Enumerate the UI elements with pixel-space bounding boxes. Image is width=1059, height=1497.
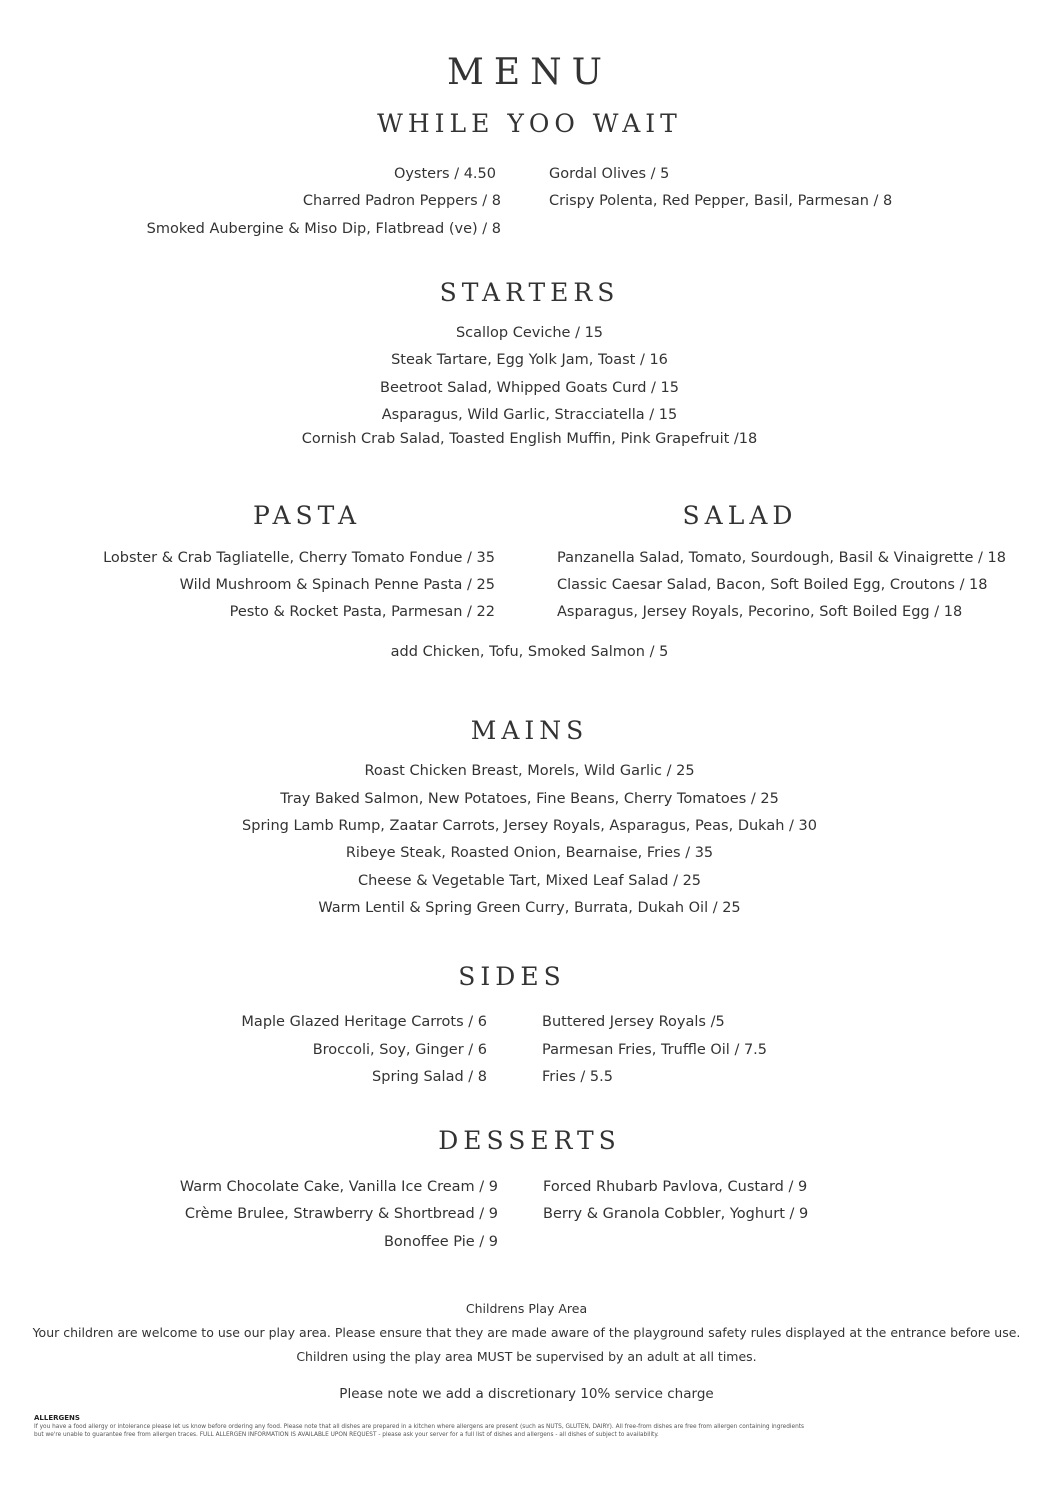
service-charge-note: Please note we add a discretionary 10% service charge bbox=[339, 1386, 714, 1402]
menu-item: Gordal Olives / 5 bbox=[549, 166, 670, 182]
add-on-note: add Chicken, Tofu, Smoked Salmon / 5 bbox=[390, 644, 669, 660]
menu-item: Panzanella Salad, Tomato, Sourdough, Basil & Vinaigrette / 18 bbox=[557, 550, 1006, 566]
menu-item: Warm Chocolate Cake, Vanilla Ice Cream / 9 bbox=[179, 1179, 498, 1195]
menu-item: Scallop Ceviche / 15 bbox=[455, 325, 604, 341]
section-heading-starters: STARTERS bbox=[439, 277, 620, 307]
menu-item: Classic Caesar Salad, Bacon, Soft Boiled Egg, Croutons / 18 bbox=[557, 577, 988, 593]
menu-item: Pesto & Rocket Pasta, Parmesan / 22 bbox=[229, 604, 495, 620]
menu-item: Oysters / 4.50 bbox=[393, 166, 496, 182]
play-area-supervision: Children using the play area MUST be supervised by an adult at all times. bbox=[296, 1349, 757, 1364]
menu-item: Cornish Crab Salad, Toasted English Muffin, Pink Grapefruit /18 bbox=[301, 431, 758, 447]
menu-item: Buttered Jersey Royals /5 bbox=[542, 1014, 725, 1030]
menu-item: Asparagus, Jersey Royals, Pecorino, Soft Boiled Egg / 18 bbox=[557, 604, 963, 620]
menu-item: Berry & Granola Cobbler, Yoghurt / 9 bbox=[543, 1206, 809, 1222]
section-heading-while-you-wait: WHILE YOO WAIT bbox=[377, 108, 682, 138]
menu-item: Forced Rhubarb Pavlova, Custard / 9 bbox=[543, 1179, 808, 1195]
menu-item: Fries / 5.5 bbox=[542, 1069, 613, 1085]
section-heading-mains: MAINS bbox=[470, 715, 589, 745]
allergens-text: but we're unable to guarantee free from allergen traces. FULL ALLERGEN INFORMATION IS AVAILABLE UPON REQUEST - please ask your server for a full list of dishes and allergens - all dishes of subject to availability. bbox=[34, 1432, 659, 1438]
menu-item: Crispy Polenta, Red Pepper, Basil, Parmesan / 8 bbox=[549, 193, 893, 209]
allergens-text: If you have a food allergy or intolerance please let us know before ordering any food. Please note that all dishes are prepared in a kitchen where allergens are present (such as NUTS, GLUTEN, DAIRY). All free-from dishes are free from allergen containing ingredients bbox=[34, 1424, 805, 1430]
menu-item: Roast Chicken Breast, Morels, Wild Garlic / 25 bbox=[364, 763, 695, 779]
menu-item: Parmesan Fries, Truffle Oil / 7.5 bbox=[542, 1042, 767, 1058]
allergens-heading: ALLERGENS bbox=[34, 1414, 80, 1422]
menu-item: Crème Brulee, Strawberry & Shortbread / 9 bbox=[184, 1206, 498, 1222]
menu-item: Asparagus, Wild Garlic, Stracciatella / 15 bbox=[381, 407, 678, 423]
menu-item: Spring Lamb Rump, Zaatar Carrots, Jersey Royals, Asparagus, Peas, Dukah / 30 bbox=[242, 818, 817, 834]
menu-item: Smoked Aubergine & Miso Dip, Flatbread (ve) / 8 bbox=[146, 221, 501, 237]
menu-item: Wild Mushroom & Spinach Penne Pasta / 25 bbox=[179, 577, 495, 593]
section-heading-desserts: DESSERTS bbox=[438, 1125, 621, 1155]
menu-item: Lobster & Crab Tagliatelle, Cherry Tomato Fondue / 35 bbox=[103, 550, 495, 566]
menu-item: Ribeye Steak, Roasted Onion, Bearnaise, Fries / 35 bbox=[345, 845, 714, 861]
section-heading-salad: SALAD bbox=[682, 500, 798, 530]
menu-item: Charred Padron Peppers / 8 bbox=[302, 193, 501, 209]
menu-item: Beetroot Salad, Whipped Goats Curd / 15 bbox=[380, 380, 679, 396]
menu-item: Cheese & Vegetable Tart, Mixed Leaf Salad / 25 bbox=[357, 873, 702, 889]
menu-item: Steak Tartare, Egg Yolk Jam, Toast / 16 bbox=[391, 352, 668, 368]
menu-item: Warm Lentil & Spring Green Curry, Burrata, Dukah Oil / 25 bbox=[318, 900, 741, 916]
menu-item: Spring Salad / 8 bbox=[372, 1069, 487, 1085]
menu-item: Bonoffee Pie / 9 bbox=[383, 1234, 498, 1250]
play-area-text: Your children are welcome to use our play area. Please ensure that they are made aware of the playground safety rules displayed at the entrance before use. bbox=[32, 1325, 1021, 1340]
section-heading-sides: SIDES bbox=[458, 961, 566, 991]
menu-item: Broccoli, Soy, Ginger / 6 bbox=[312, 1042, 487, 1058]
menu-item: Maple Glazed Heritage Carrots / 6 bbox=[241, 1014, 487, 1030]
menu-item: Tray Baked Salmon, New Potatoes, Fine Beans, Cherry Tomatoes / 25 bbox=[280, 791, 779, 807]
menu-title: MENU bbox=[447, 52, 612, 94]
section-heading-pasta: PASTA bbox=[252, 500, 362, 530]
play-area-title: Childrens Play Area bbox=[465, 1301, 588, 1316]
